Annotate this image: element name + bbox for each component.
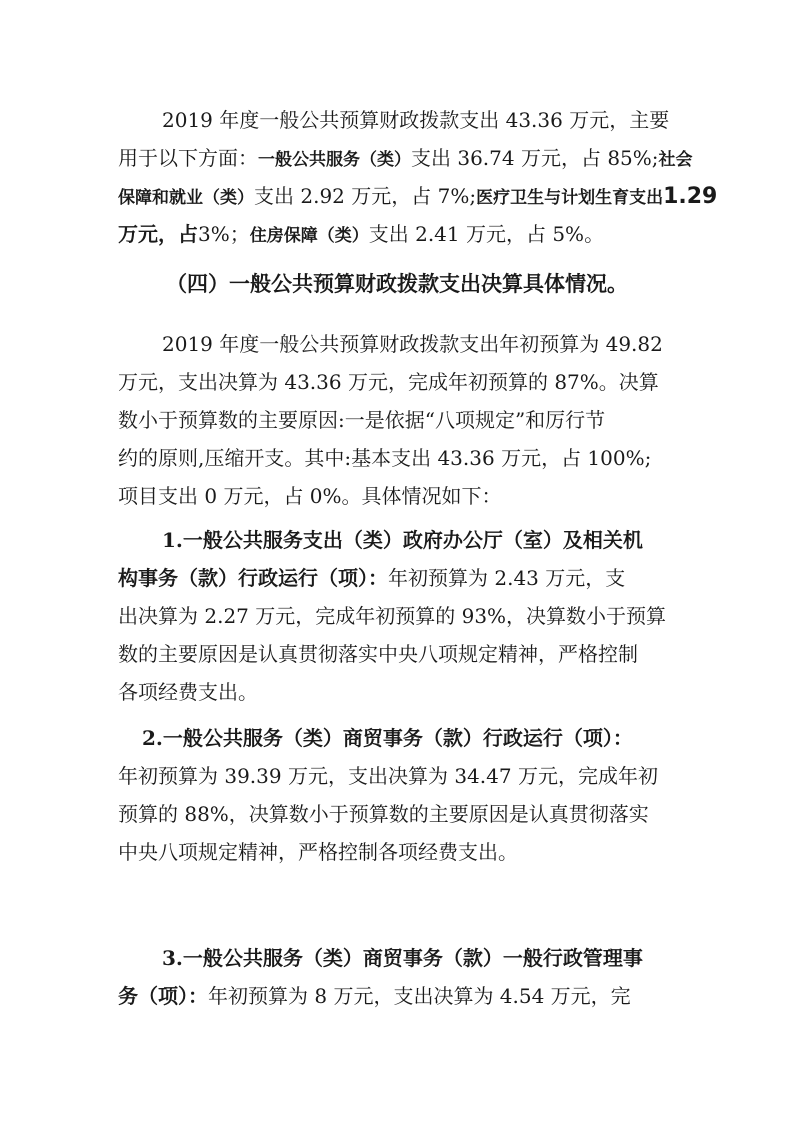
text-line: 预算的 88%，决算数小于预算数的主要原因是认真贯彻落实 [118,802,649,826]
text-line: 中央八项规定精神，严格控制各项经费支出。 [118,840,518,864]
section-heading: （四）一般公共预算财政拨款支出决算具体情况。 [166,271,628,296]
item-title-cont: 务（项）： [118,984,208,1008]
text-line [118,218,604,247]
text-line: 万元，支出决算为 43.36 万元，完成年初预算的 87%。决算 [118,370,659,394]
text-line [118,562,625,591]
text-span: 3%； [198,222,250,246]
text-line: 项目支出 0 万元，占 0%。具体情况如下： [118,484,502,508]
category-housing: 住房保障（类） [249,226,369,246]
category-medical: 医疗卫生与计划生育支出 [476,188,664,208]
text-line: 数小于预算数的主要原因:一是依据“八项规定”和厉行节 [118,408,606,432]
category-social-security: 社会 [658,150,693,170]
item-title: 1.一般公共服务支出（类）政府办公厅（室）及相关机 [162,528,643,552]
item-title: 3.一般公共服务（类）商贸事务（款）一般行政管理事 [162,946,643,970]
text-line: 约的原则,压缩开支。其中:基本支出 43.36 万元，占 100%; [118,446,652,470]
text-line [118,142,693,171]
text-line: 年初预算为 39.39 万元，支出决算为 34.47 万元，完成年初 [118,764,658,788]
text-line: 数的主要原因是认真贯彻落实中央八项规定精神，严格控制 [118,642,638,666]
text-span: 年初预算为 8 万元，支出决算为 4.54 万元，完 [208,984,631,1008]
text-span: 支出 36.74 万元，占 85%; [411,146,659,170]
text-line: 出决算为 2.27 万元，完成年初预算的 93%，决算数小于预算 [118,604,667,628]
text-span: 支出 2.92 万元，占 7%; [254,184,477,208]
text-span: 用于以下方面： [118,146,258,170]
text-span: 支出 2.41 万元，占 5%。 [368,222,605,246]
category-general-public-service: 一般公共服务（类） [258,150,411,170]
item-title-cont: 构事务（款）行政运行（项）： [118,566,388,590]
text-span: 年初预算为 2.43 万元，支 [388,566,626,590]
text-line: 2019 年度一般公共预算财政拨款支出年初预算为 49.82 [162,332,663,356]
category-social-security-cont: 保障和就业（类） [118,188,254,208]
medical-amount: 1.29 [663,184,718,209]
text-line [118,980,631,1009]
item-title: 2.一般公共服务（类）商贸事务（款）行政运行（项）： [142,726,633,750]
text-line: 2019 年度一般公共预算财政拨款支出 43.36 万元，主要 [162,108,670,132]
text-line: 各项经费支出。 [118,680,258,704]
text-span: 万元，占 [118,222,198,246]
text-line [118,180,717,209]
